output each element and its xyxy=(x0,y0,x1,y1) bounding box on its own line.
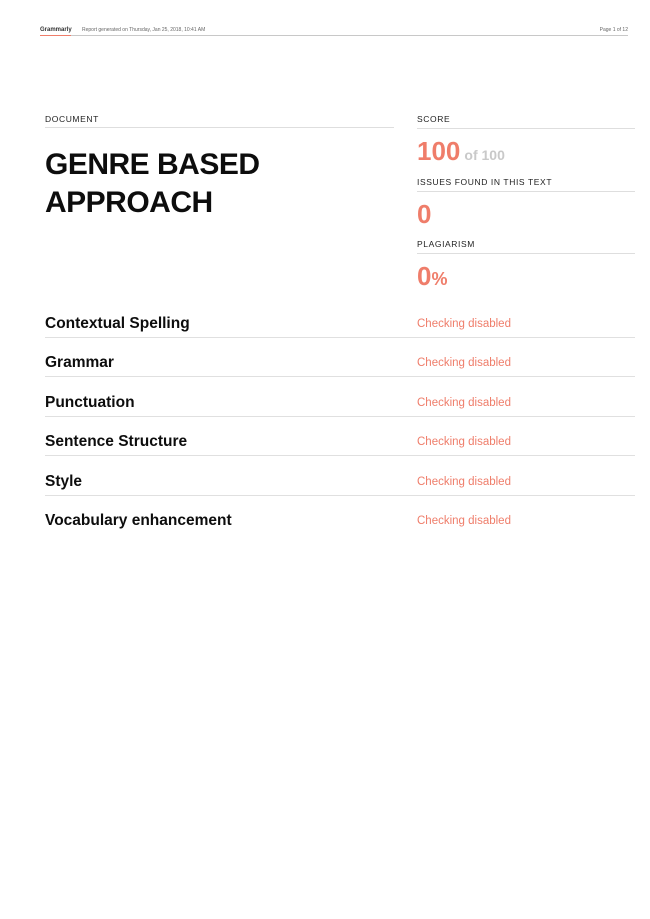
issues-label: ISSUES FOUND IN THIS TEXT xyxy=(417,177,553,187)
check-status: Checking disabled xyxy=(417,475,511,488)
row-divider xyxy=(45,337,635,338)
score-label: SCORE xyxy=(417,114,451,124)
generated-timestamp: Report generated on Thursday, Jan 25, 2018, 10:41 AM xyxy=(82,27,206,33)
plagiarism-unit: % xyxy=(431,269,448,289)
report-header xyxy=(40,27,628,36)
row-divider xyxy=(45,416,635,417)
check-status: Checking disabled xyxy=(417,396,511,409)
row-divider xyxy=(45,376,635,377)
page-number: Page 1 of 12 xyxy=(599,27,628,33)
check-row-sentence-structure xyxy=(45,431,635,470)
check-status: Checking disabled xyxy=(417,514,511,527)
check-status: Checking disabled xyxy=(417,318,511,330)
score-max: of 100 xyxy=(464,147,505,163)
score-divider xyxy=(417,128,635,129)
check-list xyxy=(45,313,635,549)
check-name: Style xyxy=(45,472,83,490)
check-name: Sentence Structure xyxy=(45,433,188,451)
plagiarism-label: PLAGIARISM xyxy=(417,239,475,249)
plagiarism-value: 0 xyxy=(417,261,432,291)
document-label: DOCUMENT xyxy=(45,114,99,124)
check-status: Checking disabled xyxy=(417,436,511,449)
score-value-line xyxy=(417,136,635,166)
check-row-vocabulary-enhancement xyxy=(45,510,635,549)
plagiarism-value-line xyxy=(417,261,635,294)
check-name: Grammar xyxy=(45,354,114,372)
check-row-punctuation xyxy=(45,392,635,431)
score-block xyxy=(417,114,635,166)
check-row-style xyxy=(45,471,635,510)
row-divider xyxy=(45,455,635,456)
check-name: Vocabulary enhancement xyxy=(45,511,232,529)
check-row-contextual-spelling xyxy=(45,313,635,352)
brand-logo-text: Grammarly xyxy=(40,27,72,33)
document-divider xyxy=(45,127,394,128)
check-name: Punctuation xyxy=(45,393,135,411)
document-title: GENRE BASED APPROACH xyxy=(45,148,260,219)
brand-underline xyxy=(40,35,71,36)
check-status: Checking disabled xyxy=(417,357,511,370)
check-name: Contextual Spelling xyxy=(45,315,190,332)
issues-value: 0 xyxy=(417,199,432,229)
plagiarism-block xyxy=(417,239,635,294)
issues-divider xyxy=(417,191,635,192)
row-divider xyxy=(45,495,635,496)
plagiarism-divider xyxy=(417,253,635,254)
check-row-grammar xyxy=(45,352,635,391)
score-value: 100 xyxy=(417,136,461,166)
issues-value-line xyxy=(417,199,635,229)
issues-block xyxy=(417,177,635,229)
